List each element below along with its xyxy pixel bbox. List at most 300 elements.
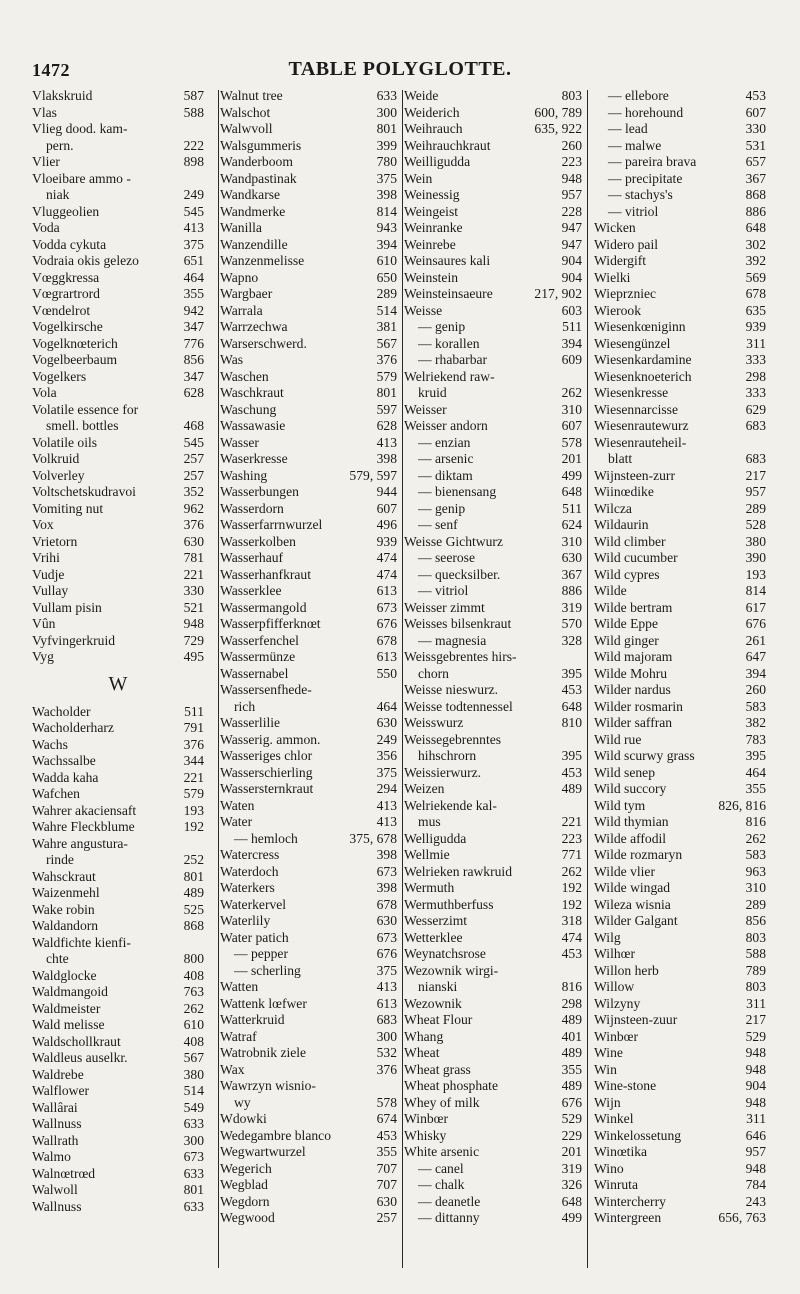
index-entry xyxy=(220,1095,397,1112)
entry-term: Welriekend raw- xyxy=(404,368,495,384)
entry-page-ref: 607 xyxy=(376,500,397,516)
entry-term: Wasserfarrnwurzel xyxy=(220,517,323,532)
entry-term: Wegdorn xyxy=(220,1193,270,1209)
entry-page-ref: 398 xyxy=(376,187,397,202)
index-entry xyxy=(594,864,766,881)
entry-page-ref: 648 xyxy=(745,220,766,235)
entry-page-ref: 948 xyxy=(745,1045,766,1060)
entry-page-ref: 310 xyxy=(561,401,582,417)
entry-page-ref: 646 xyxy=(745,1127,766,1143)
index-entry xyxy=(404,1062,582,1079)
entry-page-ref: 395 xyxy=(561,665,582,681)
index-entry xyxy=(220,286,397,303)
entry-term: Walwvoll xyxy=(220,121,273,136)
index-entry xyxy=(32,369,204,386)
index-entry xyxy=(220,979,397,996)
entry-page-ref: 300 xyxy=(183,1132,204,1148)
index-entry xyxy=(32,770,204,787)
entry-term: Wild tym xyxy=(594,797,646,813)
entry-page-ref: 310 xyxy=(561,533,582,549)
index-entry xyxy=(594,435,766,452)
entry-page-ref: 347 xyxy=(183,368,204,384)
entry-term: — korallen xyxy=(418,335,480,351)
entry-term: Weisse Gichtwurz xyxy=(404,533,503,549)
entry-term: Wild scurwy grass xyxy=(594,748,695,763)
entry-page-ref: 453 xyxy=(561,682,582,697)
index-entry xyxy=(220,352,397,369)
entry-page-ref: 243 xyxy=(745,1193,766,1209)
index-entry xyxy=(220,996,397,1013)
index-entry xyxy=(220,765,397,782)
index-entry xyxy=(594,534,766,551)
entry-term: — seerose xyxy=(418,550,475,565)
entry-page-ref: 532 xyxy=(376,1045,397,1060)
index-entry xyxy=(594,319,766,336)
entry-page-ref: 376 xyxy=(183,517,204,532)
index-entry xyxy=(594,484,766,501)
entry-term: Wasserbungen xyxy=(220,484,299,499)
index-entry xyxy=(594,187,766,204)
index-entry xyxy=(220,1111,397,1128)
index-columns xyxy=(32,88,772,1268)
entry-term: Waldschollkraut xyxy=(32,1033,121,1049)
index-entry xyxy=(404,913,582,930)
index-entry xyxy=(32,968,204,985)
entry-page-ref: 464 xyxy=(183,269,204,285)
entry-term: Wilg xyxy=(594,929,621,945)
entry-page-ref: 569 xyxy=(745,269,766,285)
entry-page-ref: 376 xyxy=(376,1061,397,1077)
index-entry xyxy=(220,633,397,650)
entry-term: — magnesia xyxy=(418,632,487,648)
index-entry xyxy=(220,847,397,864)
entry-term: Wandkarse xyxy=(220,187,281,202)
index-entry xyxy=(220,1144,397,1161)
index-entry xyxy=(220,319,397,336)
entry-term: Wheat grass xyxy=(404,1061,471,1077)
entry-page-ref: 801 xyxy=(376,121,397,136)
entry-term: Waschung xyxy=(220,401,277,417)
entry-term: kruid xyxy=(418,385,447,400)
index-entry xyxy=(404,1095,582,1112)
index-entry xyxy=(220,253,397,270)
entry-term: — dittanny xyxy=(418,1210,480,1225)
entry-term: Wild cypres xyxy=(594,566,660,582)
entry-page-ref: 355 xyxy=(376,1144,397,1159)
entry-term: Wallrath xyxy=(32,1132,79,1148)
entry-page-ref: 939 xyxy=(376,533,397,549)
index-entry xyxy=(404,138,582,155)
entry-term: Wawrzyn wisnio- xyxy=(220,1078,316,1093)
entry-term: Waterkers xyxy=(220,880,275,895)
entry-page-ref: 780 xyxy=(376,154,397,169)
index-entry xyxy=(404,831,582,848)
entry-page-ref: 942 xyxy=(183,302,204,318)
entry-page-ref: 260 xyxy=(745,682,766,697)
entry-term: blatt xyxy=(608,451,633,466)
index-entry xyxy=(220,105,397,122)
entry-page-ref: 657 xyxy=(745,154,766,169)
entry-page-ref: 583 xyxy=(745,698,766,714)
entry-page-ref: 588 xyxy=(745,946,766,961)
entry-page-ref: 375 xyxy=(183,236,204,252)
entry-term: Vœgrartrord xyxy=(32,286,100,301)
entry-page-ref: 413 xyxy=(376,797,397,813)
entry-term: Vûn xyxy=(32,616,56,631)
entry-page-ref: 300 xyxy=(376,1028,397,1044)
index-entry xyxy=(220,385,397,402)
index-entry xyxy=(404,1161,582,1178)
entry-page-ref: 648 xyxy=(561,1193,582,1209)
index-entry xyxy=(220,897,397,914)
entry-page-ref: 355 xyxy=(745,781,766,796)
entry-page-ref: 673 xyxy=(376,863,397,879)
entry-term: Walflower xyxy=(32,1083,90,1098)
entry-page-ref: 810 xyxy=(561,715,582,730)
index-entry xyxy=(594,385,766,402)
index-entry xyxy=(594,270,766,287)
entry-page-ref: 784 xyxy=(745,1177,766,1192)
entry-term: Wanzendille xyxy=(220,236,288,252)
entry-term: Welrieken rawkruid xyxy=(404,863,512,879)
index-entry xyxy=(32,253,204,270)
entry-term: Waldleus auselkr. xyxy=(32,1050,128,1065)
entry-page-ref: 648 xyxy=(561,698,582,714)
entry-term: Wielki xyxy=(594,269,631,285)
entry-page-ref: 300 xyxy=(376,104,397,120)
entry-page-ref: 395 xyxy=(745,748,766,763)
entry-page-ref: 676 xyxy=(376,616,397,631)
entry-term: Vlier xyxy=(32,154,60,169)
entry-page-ref: 633 xyxy=(376,88,397,103)
entry-term: Vogelbeerbaum xyxy=(32,352,118,367)
entry-term: mus xyxy=(418,814,441,829)
entry-page-ref: 545 xyxy=(183,203,204,219)
index-entry xyxy=(404,451,582,468)
entry-term: Willon herb xyxy=(594,962,659,978)
entry-term: Watterkruid xyxy=(220,1012,285,1027)
entry-page-ref: 676 xyxy=(561,1094,582,1110)
index-entry xyxy=(220,369,397,386)
entry-page-ref: 382 xyxy=(745,715,766,730)
index-entry xyxy=(220,649,397,666)
index-entry xyxy=(594,748,766,765)
index-entry xyxy=(404,1111,582,1128)
entry-page-ref: 352 xyxy=(183,484,204,499)
entry-page-ref: 957 xyxy=(745,1144,766,1159)
entry-term: Wildaurin xyxy=(594,517,649,532)
entry-term: Waldglocke xyxy=(32,967,97,983)
entry-page-ref: 528 xyxy=(745,517,766,532)
index-entry xyxy=(220,336,397,353)
entry-page-ref: 628 xyxy=(183,385,204,400)
entry-term: Wasseriges chlor xyxy=(220,748,313,763)
entry-term: Vullay xyxy=(32,583,69,598)
entry-term: Watraf xyxy=(220,1028,257,1044)
entry-page-ref: 816 xyxy=(561,979,582,994)
index-entry xyxy=(220,484,397,501)
index-entry xyxy=(594,682,766,699)
entry-term: Winœtika xyxy=(594,1144,648,1159)
entry-term: — stachys's xyxy=(608,187,673,202)
entry-term: Vox xyxy=(32,517,54,532)
entry-term: Winruta xyxy=(594,1177,638,1192)
entry-term: Wijnsteen-zurr xyxy=(594,467,675,483)
entry-term: Vogelknœterich xyxy=(32,335,118,351)
entry-term: Welriekende kal- xyxy=(404,797,497,813)
index-entry xyxy=(594,798,766,815)
index-entry xyxy=(32,737,204,754)
index-entry xyxy=(220,121,397,138)
index-entry xyxy=(220,1045,397,1062)
entry-page-ref: 531 xyxy=(745,137,766,153)
entry-term: Weisse todtennessel xyxy=(404,698,513,714)
entry-term: Weihrauch xyxy=(404,121,463,136)
entry-page-ref: 464 xyxy=(745,764,766,780)
index-entry xyxy=(32,121,204,138)
entry-page-ref: 521 xyxy=(183,599,204,615)
entry-term: Wassermangold xyxy=(220,599,307,615)
entry-term: Wasserklee xyxy=(220,583,282,598)
entry-term: Willow xyxy=(594,979,635,994)
entry-page-ref: 678 xyxy=(745,286,766,301)
entry-page-ref: 948 xyxy=(745,1160,766,1176)
index-entry xyxy=(32,484,204,501)
index-entry xyxy=(404,88,582,105)
entry-page-ref: 257 xyxy=(376,1210,397,1225)
entry-page-ref: 904 xyxy=(745,1078,766,1093)
index-entry xyxy=(594,781,766,798)
index-entry xyxy=(404,880,582,897)
index-entry xyxy=(32,885,204,902)
entry-term: Weinessig xyxy=(404,187,460,202)
entry-page-ref: 957 xyxy=(745,484,766,499)
entry-page-ref: 707 xyxy=(376,1160,397,1176)
index-entry xyxy=(594,567,766,584)
index-entry xyxy=(220,880,397,897)
index-entry xyxy=(404,616,582,633)
entry-term: Wintergreen xyxy=(594,1210,662,1225)
index-entry xyxy=(404,385,582,402)
entry-term: Whisky xyxy=(404,1127,447,1143)
index-entry xyxy=(594,468,766,485)
index-entry xyxy=(404,336,582,353)
index-entry xyxy=(220,1177,397,1194)
index-entry xyxy=(404,1029,582,1046)
entry-term: Wezownik xyxy=(404,995,462,1011)
index-entry xyxy=(32,336,204,353)
entry-term: Wild cucumber xyxy=(594,550,678,565)
entry-page-ref: 464 xyxy=(376,698,397,714)
entry-page-ref: 262 xyxy=(561,385,582,400)
index-entry xyxy=(32,902,204,919)
entry-page-ref: 356 xyxy=(376,748,397,763)
index-entry xyxy=(220,468,397,485)
index-entry xyxy=(594,913,766,930)
entry-page-ref: 587 xyxy=(183,88,204,103)
index-entry xyxy=(404,1045,582,1062)
entry-page-ref: 249 xyxy=(183,187,204,202)
entry-term: Wanilla xyxy=(220,220,262,235)
index-entry xyxy=(32,918,204,935)
entry-term: Walschot xyxy=(220,104,271,120)
entry-page-ref: 630 xyxy=(561,550,582,565)
entry-term: Walwoll xyxy=(32,1182,78,1197)
entry-page-ref: 683 xyxy=(745,418,766,433)
entry-page-ref: 803 xyxy=(561,88,582,103)
entry-page-ref: 310 xyxy=(745,880,766,895)
index-entry xyxy=(32,869,204,886)
index-entry xyxy=(594,1128,766,1145)
index-entry xyxy=(404,814,582,831)
entry-page-ref: 579 xyxy=(376,368,397,384)
entry-term: Wedegambre blanco xyxy=(220,1127,331,1143)
entry-page-ref: 319 xyxy=(561,599,582,615)
index-entry xyxy=(594,105,766,122)
index-entry xyxy=(404,534,582,551)
entry-page-ref: 201 xyxy=(561,1144,582,1159)
entry-term: Wiesenkardamine xyxy=(594,352,692,367)
entry-term: Wachs xyxy=(32,736,68,752)
entry-page-ref: 567 xyxy=(376,335,397,351)
entry-term: Waldrebe xyxy=(32,1066,84,1082)
entry-term: Wild thymian xyxy=(594,814,669,829)
entry-page-ref: 630 xyxy=(376,715,397,730)
entry-term: — deanetle xyxy=(418,1193,481,1209)
entry-page-ref: 948 xyxy=(183,616,204,631)
index-entry xyxy=(220,418,397,435)
index-entry xyxy=(220,88,397,105)
entry-page-ref: 886 xyxy=(561,583,582,598)
index-entry xyxy=(32,1100,204,1117)
entry-page-ref: 868 xyxy=(745,187,766,202)
index-entry xyxy=(404,286,582,303)
index-entry xyxy=(32,583,204,600)
entry-term: Water xyxy=(220,814,253,829)
index-entry xyxy=(594,550,766,567)
index-entry xyxy=(32,616,204,633)
index-entry xyxy=(404,154,582,171)
index-entry xyxy=(594,1062,766,1079)
entry-page-ref: 771 xyxy=(561,847,582,862)
entry-page-ref: 628 xyxy=(376,418,397,433)
index-entry xyxy=(594,369,766,386)
entry-term: Widergift xyxy=(594,253,647,268)
entry-term: — rhabarbar xyxy=(418,352,488,367)
entry-page-ref: 962 xyxy=(183,500,204,516)
index-entry xyxy=(404,649,582,666)
index-entry xyxy=(220,1210,397,1227)
entry-page-ref: 474 xyxy=(561,929,582,945)
page-number: 1472 xyxy=(32,60,70,80)
entry-term: Wetterklee xyxy=(404,929,463,945)
entry-term: Weinsteinsaeure xyxy=(404,286,493,301)
entry-term: chte xyxy=(46,951,69,966)
entry-term: Wiesengünzel xyxy=(594,335,671,351)
entry-page-ref: 260 xyxy=(561,137,582,153)
index-entry xyxy=(404,435,582,452)
entry-term: — vitriol xyxy=(608,203,659,219)
entry-page-ref: 217 xyxy=(745,1012,766,1027)
index-entry xyxy=(404,996,582,1013)
index-entry xyxy=(220,814,397,831)
index-entry xyxy=(32,600,204,617)
entry-page-ref: 367 xyxy=(745,170,766,186)
entry-page-ref: 609 xyxy=(561,352,582,367)
index-entry xyxy=(32,402,204,419)
entry-page-ref: 898 xyxy=(183,154,204,169)
entry-term: Waserkresse xyxy=(220,451,288,466)
index-entry xyxy=(32,1133,204,1150)
entry-page-ref: 957 xyxy=(561,187,582,202)
index-entry xyxy=(32,984,204,1001)
index-entry xyxy=(404,105,582,122)
index-entry xyxy=(594,946,766,963)
index-entry xyxy=(32,171,204,188)
index-entry xyxy=(220,517,397,534)
entry-term: Wahre angustura- xyxy=(32,835,128,851)
index-entry xyxy=(32,237,204,254)
entry-page-ref: 318 xyxy=(561,913,582,928)
entry-term: Wacholder xyxy=(32,703,91,719)
entry-page-ref: 856 xyxy=(745,913,766,928)
index-entry xyxy=(404,1128,582,1145)
entry-term: Vyfvingerkruid xyxy=(32,632,116,648)
entry-term: Wapno xyxy=(220,269,259,285)
index-entry xyxy=(594,649,766,666)
entry-term: Volatile oils xyxy=(32,434,98,450)
index-column-3 xyxy=(404,88,582,1268)
entry-term: Vlakskruid xyxy=(32,88,93,103)
entry-page-ref: 261 xyxy=(745,632,766,648)
entry-term: Weisser xyxy=(404,401,447,417)
entry-term: Wandpastinak xyxy=(220,170,297,186)
index-entry xyxy=(32,836,204,853)
index-entry xyxy=(32,154,204,171)
index-entry xyxy=(32,1067,204,1084)
index-entry xyxy=(404,963,582,980)
entry-page-ref: 603 xyxy=(561,302,582,318)
index-entry xyxy=(220,204,397,221)
entry-term: Wacholderharz xyxy=(32,720,114,735)
entry-term: Weissgebrentes hirs- xyxy=(404,649,517,664)
entry-term: — bienensang xyxy=(418,484,497,499)
entry-term: hihschrorn xyxy=(418,748,477,763)
index-entry xyxy=(594,880,766,897)
entry-term: Wasserschierling xyxy=(220,764,313,780)
index-entry xyxy=(404,633,582,650)
entry-term: Weide xyxy=(404,88,439,103)
entry-term: Vogelkirsche xyxy=(32,319,103,334)
index-entry xyxy=(220,270,397,287)
entry-page-ref: 399 xyxy=(376,137,397,153)
entry-term: Widero pail xyxy=(594,236,658,252)
index-entry xyxy=(594,253,766,270)
entry-page-ref: 789 xyxy=(745,962,766,978)
entry-term: Win xyxy=(594,1061,617,1077)
index-entry xyxy=(594,979,766,996)
entry-term: Waizenmehl xyxy=(32,885,100,900)
index-entry xyxy=(32,819,204,836)
entry-page-ref: 939 xyxy=(745,319,766,334)
entry-term: Wiesenrauteheil- xyxy=(594,434,687,450)
entry-page-ref: 298 xyxy=(745,368,766,384)
index-entry xyxy=(32,1017,204,1034)
entry-term: Vomiting nut xyxy=(32,500,104,516)
entry-term: Wallârai xyxy=(32,1099,78,1115)
entry-page-ref: 499 xyxy=(561,467,582,483)
entry-page-ref: 229 xyxy=(561,1127,582,1143)
